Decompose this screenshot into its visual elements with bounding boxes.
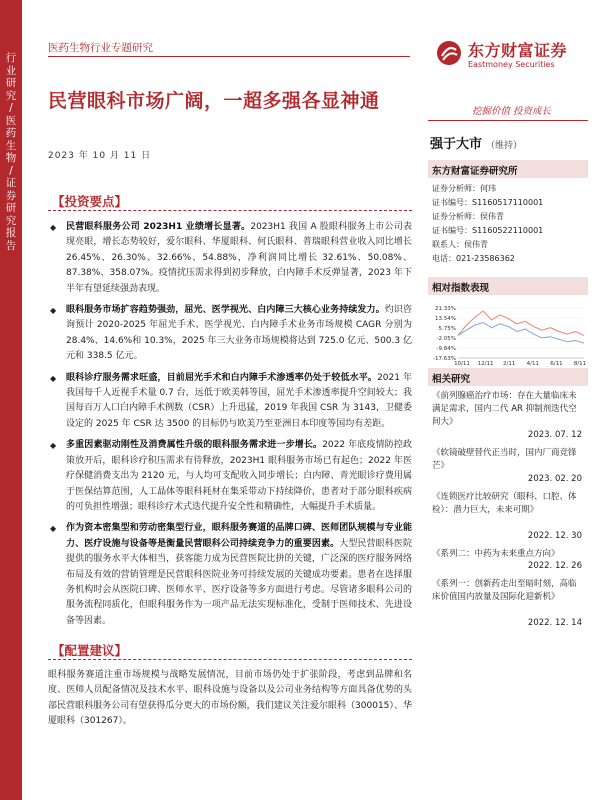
brand-name-en: Eastmoney Securities xyxy=(468,60,555,69)
report-date: 2023 年 10 月 11 日 xyxy=(48,151,152,161)
chart-y-tick: -9.84% xyxy=(436,346,456,352)
page-title: 民营眼科市场广阔，一超多强各显神通 xyxy=(48,90,380,112)
highlights-divider xyxy=(48,210,412,211)
allocation-heading: 【配置建议】 xyxy=(52,643,128,658)
highlight-3 xyxy=(48,371,412,433)
chart-x-tick: 2/11 xyxy=(503,361,516,367)
chart-series-line-2 xyxy=(458,323,584,344)
analyst-1: 证券分析师：何玮 xyxy=(432,184,496,193)
chart-x-tick: 12/11 xyxy=(477,361,494,367)
sidebar-band xyxy=(0,0,22,800)
index-chart-title: 相对指数表现 xyxy=(432,283,490,294)
related-date-1: 2023. 07. 12 xyxy=(527,430,582,440)
sidebar-text: 行业研究 / 医药生物 / 证券研究报告 xyxy=(5,52,17,252)
chart-y-tick: 5.75% xyxy=(438,326,456,332)
rating-top-rule xyxy=(428,120,588,121)
related-report-1[interactable]: 《前列腺癌治疗市场：存在大量临床未满足需求，国内二代 AR 抑制剂迭代空间大》 xyxy=(432,391,577,427)
contact: 联系人：侯伟青 xyxy=(432,240,488,249)
related-report-5[interactable]: 《系列一：创新药走出至暗时刻，高临床价值国内放量及国际化迎新机》 xyxy=(432,579,577,602)
brand-name-cn: 东方财富证券 xyxy=(468,41,568,60)
analyst-2-cert: 证书编号：S1160522110001 xyxy=(432,226,544,235)
highlight-1 xyxy=(48,220,412,297)
highlight-1-lead: 民营眼科服务公司 2023H1 业绩增长显著。 xyxy=(66,222,251,232)
related-date-3: 2022. 12. 30 xyxy=(527,531,582,541)
index-chart-bar xyxy=(428,277,588,295)
highlight-3-lead: 眼科诊疗服务需求旺盛，目前屈光手术和白内障手术渗透率仍处于较低水平。 xyxy=(66,372,378,383)
related-date-2: 2023. 02. 20 xyxy=(527,474,582,484)
related-title: 相关研究 xyxy=(432,374,471,385)
highlight-2-lead: 眼科服务市场扩容趋势强劲，屈光、医学视光、白内障三大核心业务持续发力。 xyxy=(66,305,385,316)
related-date-5: 2022. 12. 14 xyxy=(527,618,582,628)
analyst-1-cert: 证书编号：S1160517110001 xyxy=(432,198,544,207)
highlight-4 xyxy=(48,438,412,515)
allocation-divider xyxy=(48,659,412,660)
brand-logo-icon xyxy=(436,40,462,66)
highlight-4-body: 2022 年底疫情防控政策放开后，眼科诊疗积压需求有待释放，2023H1 眼科服务市场已有起色；2022 年医疗保健消费支出为 2120 元，与人均可支配收入同步增长；白内障、青光眼诊疗费用属于医保结算范围，人工晶体等眼科耗材在集采带动下持续降价，患者对于部分眼科疾病的可负担性增强；眼科诊疗术式迭代提升安全性和精确性，大幅提升手术质量。 xyxy=(66,440,412,512)
brand-slogan: 挖掘价值 投资成长 xyxy=(472,106,552,117)
brand-logo xyxy=(436,38,586,78)
highlights-list xyxy=(48,220,412,635)
chart-y-tick: 21.33% xyxy=(435,306,456,312)
related-report-4[interactable]: 《系列二：中药为未来重点方向》 xyxy=(432,549,560,559)
phone: 电话：021-23586362 xyxy=(432,254,515,263)
highlights-heading: 【投资要点】 xyxy=(52,194,128,209)
rating-sub: （维持） xyxy=(486,141,523,151)
header-divider xyxy=(48,56,410,57)
highlight-5-body: 大型民营眼科医院提供的服务水平大体相当，获客能力成为民营医院比拼的关键，广泛深的医疗服务网络布局及有效的营销管理是民营眼科医院业务可持续发展的关键成功要素。患者在选择服务机构时会从医院口碑、医师水平、医疗设备等多方面进行考虑。尽管诸多眼科公司的服务流程同质化，但眼科服务作为一项产品无法实现标准化，受制于医师技术、先进设备等因素。 xyxy=(66,538,412,626)
chart-x-tick: 6/11 xyxy=(550,361,563,367)
highlight-3-body: 2021 年我国每千人近视手术量 0.7 台，远低于欧美韩等国，屈光手术渗透率提升空间较大；我国每百万人口白内障手术例数（CSR）上升迅猛，2019 年我国 CSR 为 3143，卫健委设定的 2025 年 CSR 达 3500 的目标仍与欧美乃至亚洲日本印度等国均有差距。 xyxy=(66,372,412,429)
highlight-2 xyxy=(48,303,412,365)
chart-y-tick: -17.63% xyxy=(433,356,456,362)
chart-y-tick: 13.54% xyxy=(435,316,456,322)
highlight-1-body: 2023H1 我国 A 股眼科服务上市公司表现亮眼，增长态势较好，爱尔眼科、华厦眼科、何氏眼科、普瑞眼科营业收入同比增长 26.45%、26.30%、32.66%、54.88%，净利润同比增长 32.61%、50.08%、87.38%、358.07%。疫情扰压需求得到初步释放，白内障手术反弹显著，2023 年下半年有望延续强劲表现。 xyxy=(66,222,412,294)
chart-y-tick: -2.05% xyxy=(436,336,456,342)
report-category: 医药生物行业专题研究 xyxy=(48,42,153,54)
highlight-5-lead: 作为资本密集型和劳动密集型行业，眼科服务赛道的品牌口碑、医师团队规模与专业能力、医疗设施与设备等是衡量民营眼科公司持续竞争力的重要因素。 xyxy=(66,523,412,549)
institute-bar xyxy=(428,160,588,178)
industry-rating xyxy=(430,133,522,152)
related-report-3[interactable]: 《连锁医疗比较研究（眼科、口腔、体检）：潜力巨大，未来可期》 xyxy=(432,492,577,515)
chart-x-tick: 10/11 xyxy=(454,361,470,367)
allocation-text: 眼科服务赛道注重市场规模与战略发展情况，目前市场仍处于扩张阶段，考虑到品牌和名度、医师人员配备情况及技术水平、眼科设施与设备以及公司业务结构等方面具备优势的头部民营眼科服务公司有望获得瓜分更大的市场份额，我们建议关注爱尔眼科（300015）、华厦眼科（301267）。 xyxy=(48,670,412,727)
related-date-4: 2022. 12. 26 xyxy=(527,561,582,571)
analyst-2: 证券分析师：侯伟青 xyxy=(432,212,504,221)
chart-series-line-1 xyxy=(458,311,584,335)
highlight-2-body: 灼识咨询预计 2020-2025 年屈光手术、医学视光、白内障手术业务市场规模 CAGR 分别为 28.4%、14.6%和 10.3%，2025 年三大业务市场规模将达到 725.0 亿元、500.3 亿元和 338.5 亿元。 xyxy=(66,305,412,362)
chart-x-tick: 8/11 xyxy=(573,361,587,367)
related-report-2[interactable]: 《软镜破壁替代正当时，国内厂商竞锋芒》 xyxy=(432,448,577,471)
chart-x-tick: 4/11 xyxy=(526,361,539,367)
related-bar xyxy=(428,368,588,386)
highlight-5 xyxy=(48,521,412,629)
rating-label: 强于大市 xyxy=(430,137,483,152)
highlight-4-lead: 多重因素驱动刚性及消费属性升级的眼科服务需求进一步增长。 xyxy=(66,440,323,451)
institute-title: 东方财富证券研究所 xyxy=(432,166,518,177)
